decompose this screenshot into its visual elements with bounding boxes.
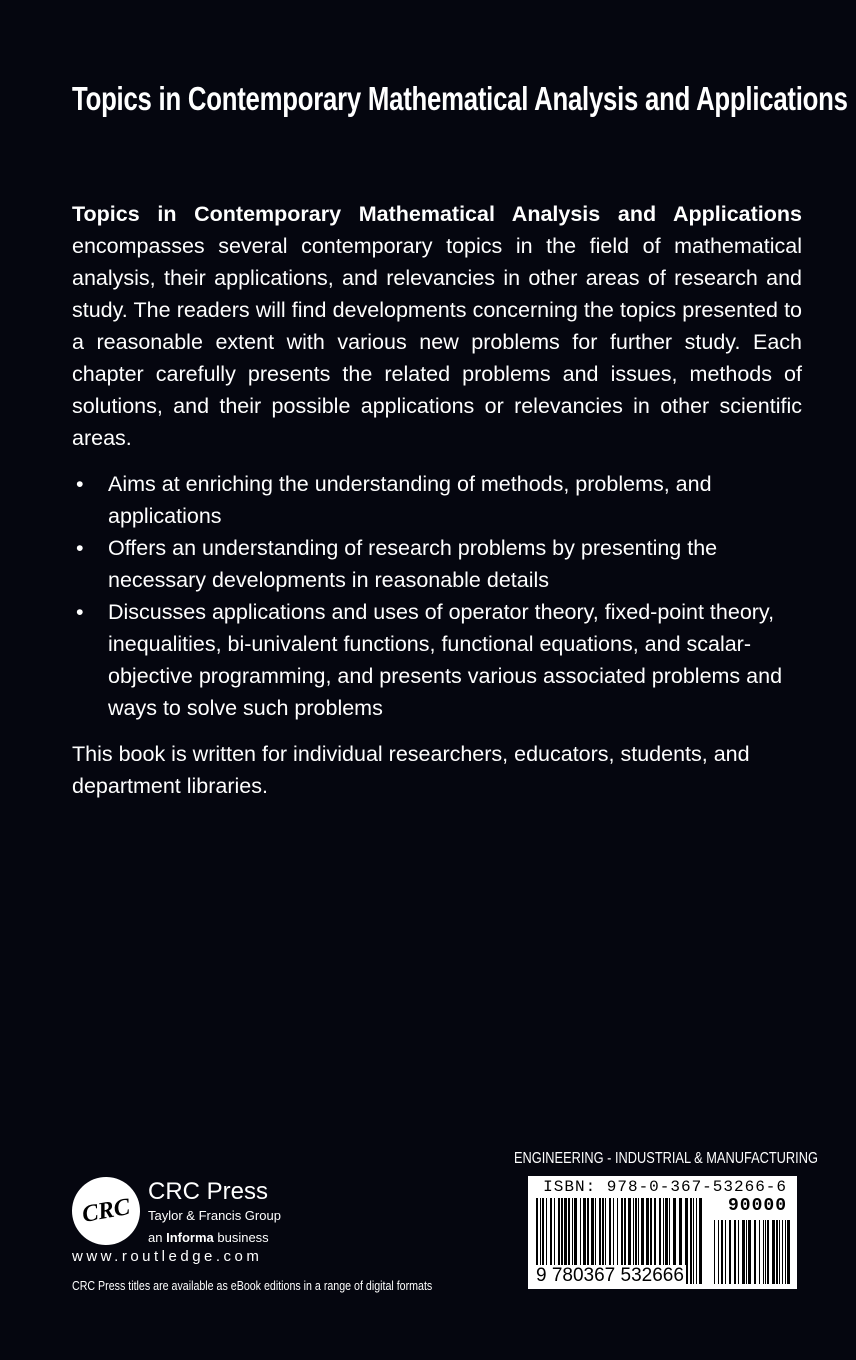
barcode-bar xyxy=(754,1220,756,1284)
barcode-bar xyxy=(714,1220,715,1284)
description-lead: Topics in Contemporary Mathematical Analysis and Applications xyxy=(72,202,802,226)
barcode-bar xyxy=(779,1220,780,1284)
book-title: Topics in Contemporary Mathematical Analysis and Applications xyxy=(72,80,848,117)
barcode-bar xyxy=(785,1220,786,1284)
bullet-icon: • xyxy=(76,536,84,560)
publisher-name: CRC Press xyxy=(148,1178,269,1205)
bullet-text: Offers an understanding of research problems by presenting the necessary developments in reasonable details xyxy=(108,536,718,592)
audience: This book is written for individual researchers, educators, students, and department libraries. xyxy=(72,742,750,798)
business-prefix: an xyxy=(148,1230,167,1245)
barcode-bar xyxy=(725,1220,726,1284)
publisher-business xyxy=(148,1230,269,1245)
bullet-list xyxy=(72,468,802,724)
bullet-text: Aims at enriching the understanding of methods, problems, and applications xyxy=(108,472,712,528)
barcode-bar xyxy=(721,1220,723,1284)
barcode-bar xyxy=(776,1220,778,1284)
list-item xyxy=(72,596,802,724)
barcode-bar xyxy=(729,1220,731,1284)
barcode-bar xyxy=(690,1198,692,1284)
publisher-url: www.routledge.com xyxy=(72,1248,263,1265)
bullet-icon: • xyxy=(76,472,84,496)
barcode-bar xyxy=(746,1220,747,1284)
list-item xyxy=(72,468,802,532)
blurb xyxy=(72,198,802,802)
bullet-text: Discusses applications and uses of operator theory, fixed-point theory, inequalities, bi-univalent functions, functional equations, and scalar-objective programming, and presents various associated problems and ways to solve such problems xyxy=(108,600,783,720)
business-name: Informa xyxy=(166,1230,214,1245)
barcode-bar xyxy=(742,1220,745,1284)
crc-logo-icon: CRC xyxy=(67,1172,146,1251)
barcode-digits: 9 780367 532666 xyxy=(536,1265,684,1286)
barcode-bar xyxy=(782,1220,783,1284)
barcode-bar xyxy=(734,1220,736,1284)
barcode-bar xyxy=(748,1220,751,1284)
bullet-icon: • xyxy=(76,600,84,624)
barcode xyxy=(528,1176,797,1289)
barcode-bar xyxy=(772,1220,775,1284)
barcode-bar xyxy=(765,1220,766,1284)
description-text: encompasses several contemporary topics in the field of mathematical analysis, their applications, and relevancies in other areas of research and study. The readers will find developments concerning the topics presented to a reasonable extent with various new problems for further study. Each chapter carefully presents the related problems and issues, methods of solutions, and their possible applications or relevancies in other scientific areas. xyxy=(72,234,802,450)
ebook-note: CRC Press titles are available as eBook editions in a range of digital formats xyxy=(72,1278,433,1293)
barcode-bar xyxy=(693,1198,694,1284)
category-label: ENGINEERING - INDUSTRIAL & MANUFACTURING xyxy=(514,1150,818,1167)
barcode-bar xyxy=(718,1220,719,1284)
barcode-bar xyxy=(787,1220,790,1284)
business-suffix: business xyxy=(213,1230,269,1245)
barcode-bar xyxy=(767,1220,769,1284)
barcode-bar xyxy=(699,1198,702,1284)
barcode-bar xyxy=(738,1220,739,1284)
list-item xyxy=(72,532,802,596)
publisher-group: Taylor & Francis Group xyxy=(148,1208,281,1223)
barcode-bar xyxy=(763,1220,764,1284)
barcode-bar xyxy=(759,1220,760,1284)
description xyxy=(72,198,802,454)
price-code: 90000 xyxy=(727,1196,787,1216)
isbn-text: ISBN: 978-0-367-53266-6 xyxy=(543,1178,787,1196)
barcode-bar xyxy=(696,1198,697,1284)
